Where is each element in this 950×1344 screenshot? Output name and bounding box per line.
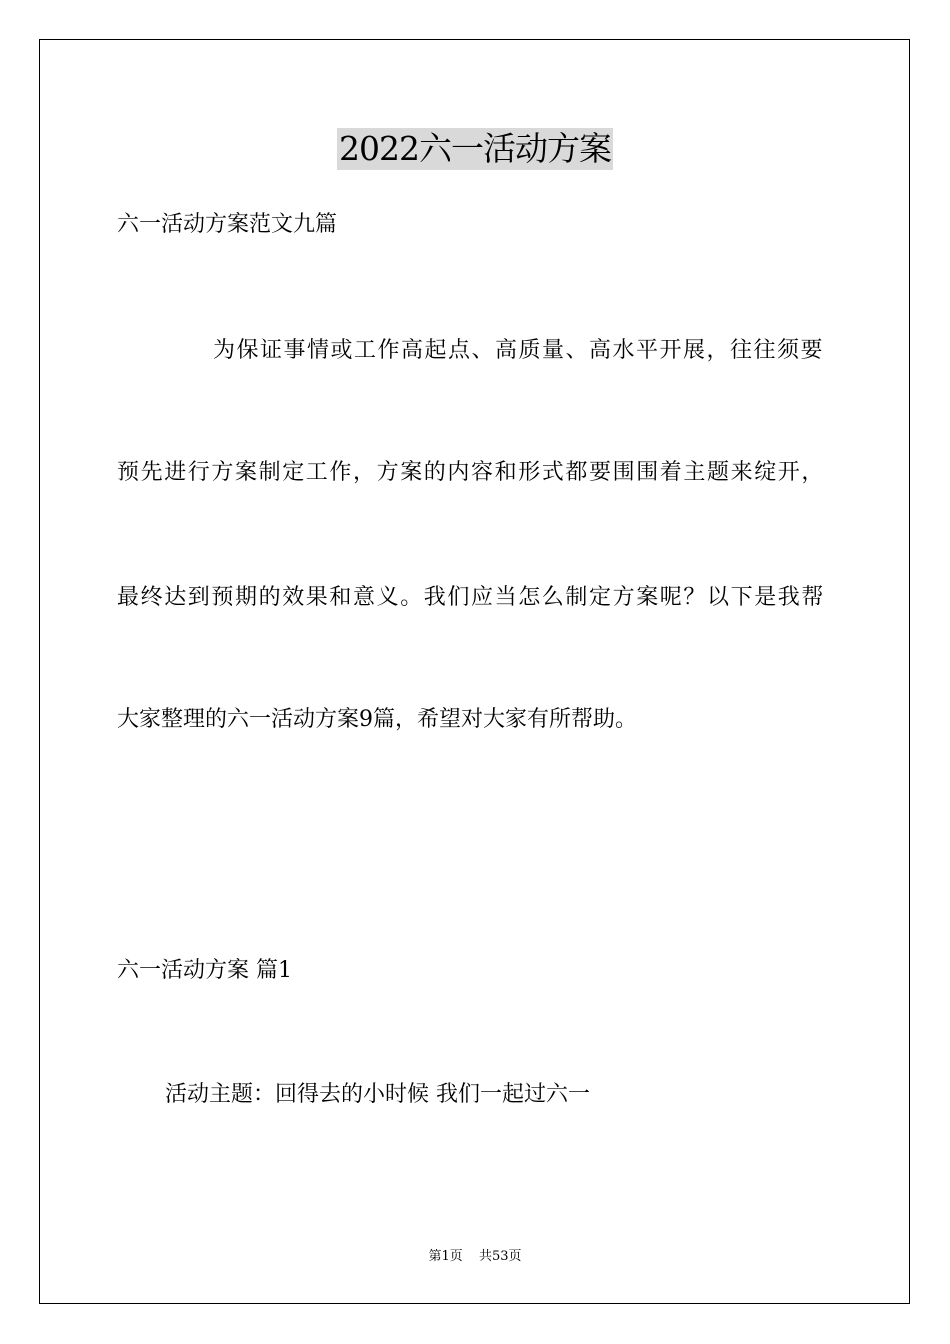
page-footer bbox=[0, 1248, 950, 1266]
activity-theme: 活动主题：回得去的小时候 我们一起过六一 bbox=[165, 1082, 590, 1107]
page-number-total: 共53页 bbox=[478, 1249, 522, 1264]
document-title: 2022六一活动方案 bbox=[339, 129, 611, 168]
intro-paragraph-line-1: 为保证事情或工作高起点、高质量、高水平开展，往往须要 bbox=[213, 338, 825, 363]
page-number-current: 第1页 bbox=[428, 1249, 463, 1264]
intro-paragraph-line-4: 大家整理的六一活动方案9篇，希望对大家有所帮助。 bbox=[117, 707, 637, 732]
intro-paragraph-line-3: 最终达到预期的效果和意义。我们应当怎么制定方案呢？以下是我帮 bbox=[117, 585, 826, 610]
intro-paragraph-line-2: 预先进行方案制定工作，方案的内容和形式都要围围着主题来绽开， bbox=[117, 460, 826, 485]
section-heading: 六一活动方案 篇1 bbox=[117, 958, 292, 983]
document-subtitle: 六一活动方案范文九篇 bbox=[117, 212, 338, 237]
title-container bbox=[0, 128, 950, 170]
